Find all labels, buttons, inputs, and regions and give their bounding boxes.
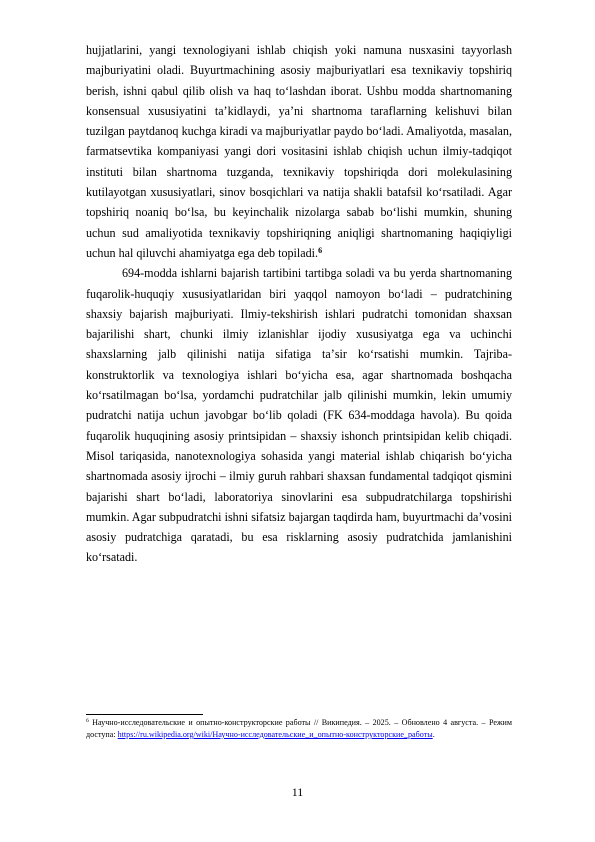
- footnote-link[interactable]: https://ru.wikipedia.org/wiki/Научно-исследовательские_и_опытно-конструкторские_работы: [117, 730, 433, 739]
- page-number: 11: [291, 785, 304, 799]
- footnote-separator: [86, 714, 203, 715]
- footnote-number: 6: [86, 718, 89, 724]
- paragraph-2: 694-modda ishlarni bajarish tartibini tartibga soladi va bu yerda shartnomaning fuqarolik-huquqiy xususiyatlaridan biri yaqqol namoyon boʻladi – pudratchining shaxsiy bajarish majburiyati. Ilmiy-tekshirish ishlari pudratchi tomonidan shaxsan bajarilishi shart, chunki ilmiy izlanishlar ijodiy xususiyatga ega va uchinchi shaxslarning jalb qilinishi natija sifatiga taʼsir koʻrsatishi mumkin. Tajriba-konstruktorlik va texnologiya ishlari boʻyicha esa, agar shartnomada boshqacha koʻrsatilmagan boʻlsa, yordamchi pudratchilar jalb qilinishi mumkin, lekin umumiy pudratchi natija uchun javobgar boʻlib qoladi (FK 634-moddaga havola). Bu qoida fuqarolik huquqining asosiy printsipidan – shaxsiy ishonch printsipidan kelib chiqadi. Misol tariqasida, nanotexnologiya sohasida yangi material ishlab chiqarish boʻyicha shartnomada asosiy ijrochi – ilmiy guruh rahbari shaxsan fundamental tadqiqot qismini bajarishi shart boʻladi, laboratoriya sinovlarini esa subpudratchilarga topshirishi mumkin. Agar subpudratchi ishni sifatsiz bajargan taqdirda ham, buyurtmachi daʼvosini asosiy pudratchiga qaratadi, bu esa risklarning asosiy pudratchida jamlanishini koʻrsatadi.: [86, 266, 512, 565]
- footnote-text: Научно-исследовательские и опытно-конструкторские работы // Википедия. – 2025. – Обновлено 4 августа. – Режим доступа:: [86, 718, 512, 739]
- footnote-end: .: [432, 730, 435, 739]
- footnote-reference[interactable]: 6: [318, 245, 323, 255]
- paragraph-1: [86, 40, 512, 263]
- paragraph-1-text: hujjatlarini, yangi texnologiyani ishlab chiqish yoki namuna nusxasini tayyorlash majburiyatini oladi. Buyurtmachining asosiy majburiyatlari esa texnikaviy topshiriq berish, ishni qabul qilib olish va haq toʻlashdan iborat. Ushbu modda shartnomaning konsensual xususiyatini taʼkidlaydi, yaʼni shartnoma taraflarning kelishuvi bilan tuzilgan paytdanoq kuchga kiradi va majburiyatlar paydo boʻladi. Amaliyotda, masalan, farmatsevtika kompaniyasi yangi dori vositasini ishlab chiqish uchun ilmiy-tadqiqot instituti bilan shartnoma tuzganda, texnikaviy topshiriqda dori molekulasining kutilayotgan xususiyatlari, sinov bosqichlari va natija shakli batafsil koʻrsatiladi. Agar topshiriq noaniq boʻlsa, bu keyinchalik nizolarga sabab boʻlishi mumkin, shuning uchun sud amaliyotida texnikaviy topshiriqning aniqligi shartnomaning haqiqiyligi uchun hal qiluvchi ahamiyatga ega deb topiladi.: [86, 43, 512, 260]
- body-text: [86, 40, 512, 568]
- footnote: [86, 717, 512, 741]
